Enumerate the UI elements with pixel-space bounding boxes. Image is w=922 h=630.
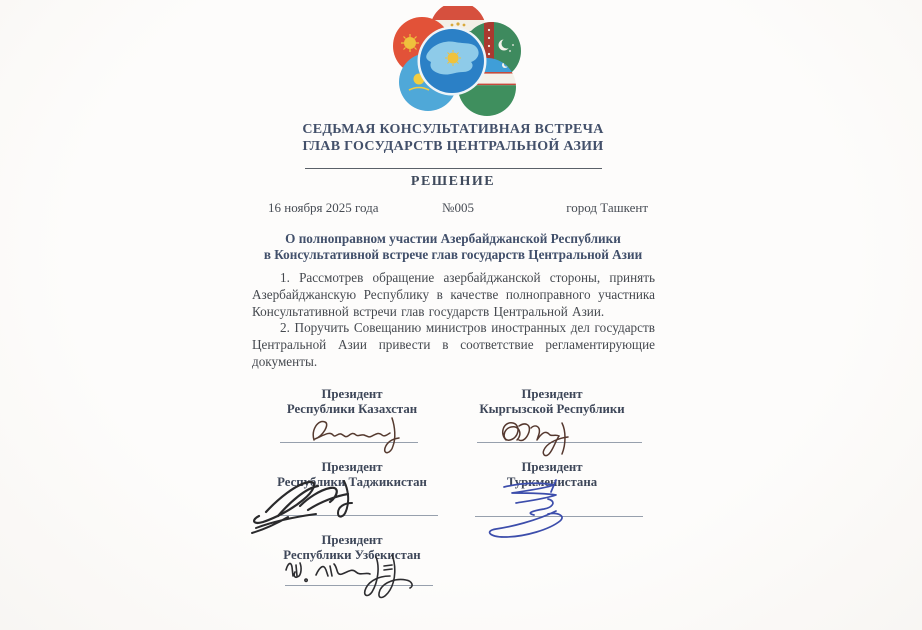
signature-title-turkmenistan-line1: Президент [521, 460, 583, 474]
signature-title-uzbekistan-line1: Президент [321, 533, 383, 547]
document-city: город Ташкент [566, 200, 648, 215]
signature-title-kyrgyzstan-line2: Кыргызской Республики [479, 402, 625, 416]
signature-title-kyrgyzstan-line1: Президент [521, 387, 583, 401]
signature-title-turkmenistan-line2: Туркменистана [506, 475, 598, 489]
document-number: №005 [442, 200, 474, 215]
signature-autograph-kyrgyzstan [494, 410, 599, 462]
signature-title-tajikistan-line1: Президент [321, 460, 383, 474]
signature-title-tajikistan-line2: Республики Таджикистан [277, 475, 427, 489]
document-body [252, 270, 655, 371]
signature-autograph-kazakhstan [302, 408, 422, 460]
signature-autograph-tajikistan [246, 472, 391, 536]
meeting-title [253, 121, 653, 155]
body-paragraph-2: 2. Поручить Совещанию министров иностранных дел государств Центральной Азии привести в соответствие регламентирующие документы. [252, 320, 655, 369]
central-asia-summit-emblem [389, 6, 525, 118]
subject-heading [233, 231, 673, 262]
meeting-title-line2: ГЛАВ ГОСУДАРСТВ ЦЕНТРАЛЬНОЙ АЗИИ [302, 139, 604, 154]
signature-title-kazakhstan-line1: Президент [321, 387, 383, 401]
document-date: 16 ноября 2025 года [268, 200, 379, 215]
signature-autograph-turkmenistan [484, 477, 634, 539]
subject-line1: О полноправном участии Азербайджанской Республики [285, 231, 621, 246]
subject-line2: в Консультативной встрече глав государств Центральной Азии [263, 246, 643, 262]
signature-autograph-uzbekistan [278, 548, 453, 614]
meta-row [268, 200, 648, 216]
document-type-heading: РЕШЕНИЕ [410, 174, 496, 189]
signature-title-uzbekistan-line2: Республики Узбекистан [283, 548, 421, 562]
signature-title-kazakhstan-line2: Республики Казахстан [286, 402, 418, 416]
globe-center [418, 27, 487, 96]
body-paragraph-1: 1. Рассмотрев обращение азербайджанской стороны, принять Азербайджанскую Республику в качестве полноправного участника Консультативной встречи глав государств Центральной Азии. [252, 270, 655, 319]
meeting-title-line1: СЕДЬМАЯ КОНСУЛЬТАТИВНАЯ ВСТРЕЧА [302, 122, 604, 137]
divider-line [305, 168, 602, 169]
